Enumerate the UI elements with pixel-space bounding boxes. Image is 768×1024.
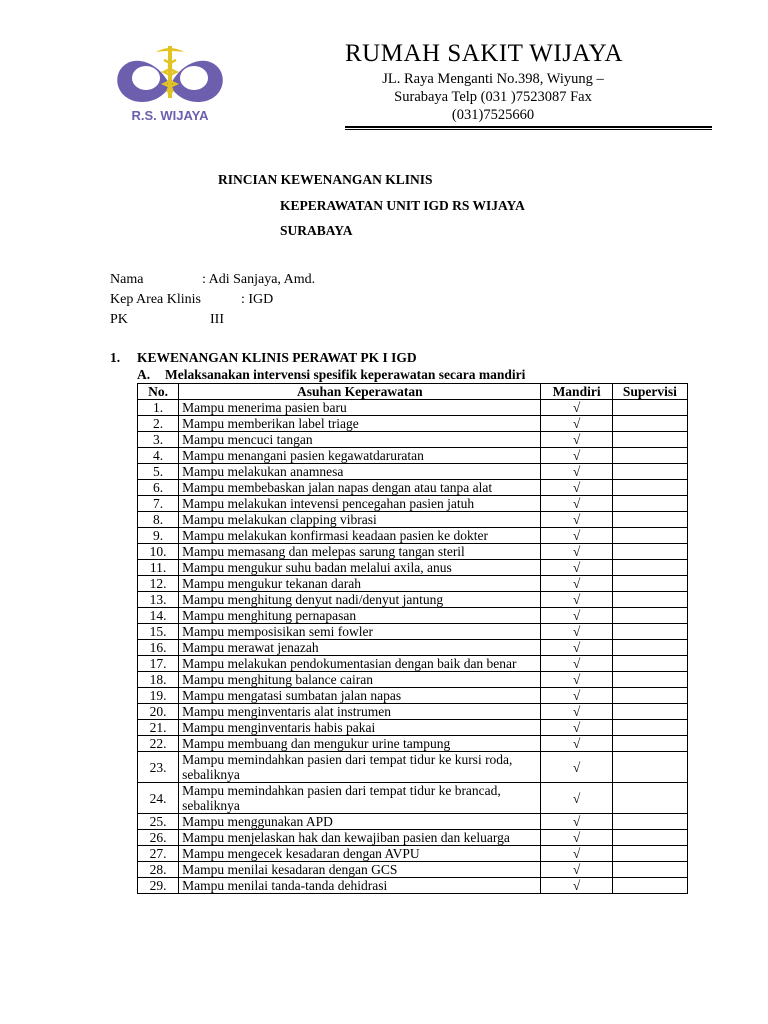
row-mandiri-check: √	[541, 672, 612, 688]
row-mandiri-check: √	[541, 576, 612, 592]
row-mandiri-check: √	[541, 830, 612, 846]
row-mandiri-check: √	[541, 416, 612, 432]
row-number: 26.	[138, 830, 179, 846]
row-mandiri-check: √	[541, 814, 612, 830]
table-row	[138, 608, 688, 624]
row-supervisi-cell	[612, 752, 687, 783]
row-mandiri-check: √	[541, 480, 612, 496]
row-number: 16.	[138, 640, 179, 656]
row-description: Mampu mencuci tangan	[179, 432, 541, 448]
row-supervisi-cell	[612, 783, 687, 814]
row-supervisi-cell	[612, 512, 687, 528]
header-supervisi: Supervisi	[612, 384, 687, 400]
table-row	[138, 672, 688, 688]
table-row	[138, 862, 688, 878]
row-number: 13.	[138, 592, 179, 608]
row-supervisi-cell	[612, 624, 687, 640]
subsection-title: Melaksanakan intervensi spesifik keperawatan secara mandiri	[165, 367, 526, 382]
row-mandiri-check: √	[541, 640, 612, 656]
row-mandiri-check: √	[541, 704, 612, 720]
row-description: Mampu menilai tanda-tanda dehidrasi	[179, 878, 541, 894]
row-number: 1.	[138, 400, 179, 416]
row-mandiri-check: √	[541, 752, 612, 783]
row-supervisi-cell	[612, 528, 687, 544]
row-description: Mampu memberikan label triage	[179, 416, 541, 432]
table-row	[138, 640, 688, 656]
row-number: 14.	[138, 608, 179, 624]
row-supervisi-cell	[612, 608, 687, 624]
row-number: 21.	[138, 720, 179, 736]
nama-value: : Adi Sanjaya, Amd.	[202, 272, 316, 287]
header-mandiri: Mandiri	[541, 384, 612, 400]
row-supervisi-cell	[612, 688, 687, 704]
row-description: Mampu melakukan konfirmasi keadaan pasien ke dokter	[179, 528, 541, 544]
row-supervisi-cell	[612, 656, 687, 672]
table-row	[138, 480, 688, 496]
row-supervisi-cell	[612, 432, 687, 448]
table-row	[138, 400, 688, 416]
info-pk	[110, 312, 224, 328]
row-mandiri-check: √	[541, 544, 612, 560]
row-number: 12.	[138, 576, 179, 592]
table-row	[138, 416, 688, 432]
row-number: 19.	[138, 688, 179, 704]
table-row	[138, 560, 688, 576]
row-number: 7.	[138, 496, 179, 512]
table-row	[138, 544, 688, 560]
row-number: 28.	[138, 862, 179, 878]
row-mandiri-check: √	[541, 656, 612, 672]
table-row	[138, 704, 688, 720]
row-mandiri-check: √	[541, 736, 612, 752]
row-mandiri-check: √	[541, 688, 612, 704]
row-description: Mampu menginventaris habis pakai	[179, 720, 541, 736]
subsection-heading	[137, 367, 525, 383]
row-mandiri-check: √	[541, 496, 612, 512]
row-supervisi-cell	[612, 640, 687, 656]
competency-table	[137, 383, 688, 894]
doc-title-line-1: RINCIAN KEWENANGAN KLINIS	[218, 172, 433, 187]
table-row	[138, 720, 688, 736]
row-number: 5.	[138, 464, 179, 480]
row-number: 27.	[138, 846, 179, 862]
hospital-address	[343, 70, 643, 124]
hospital-logo	[112, 42, 228, 126]
table-row	[138, 512, 688, 528]
row-number: 22.	[138, 736, 179, 752]
row-description: Mampu menginventaris alat instrumen	[179, 704, 541, 720]
row-description: Mampu menilai kesadaran dengan GCS	[179, 862, 541, 878]
table-row	[138, 464, 688, 480]
row-supervisi-cell	[612, 592, 687, 608]
table-row	[138, 624, 688, 640]
row-mandiri-check: √	[541, 560, 612, 576]
row-number: 25.	[138, 814, 179, 830]
row-supervisi-cell	[612, 720, 687, 736]
row-number: 6.	[138, 480, 179, 496]
row-description: Mampu merawat jenazah	[179, 640, 541, 656]
row-number: 4.	[138, 448, 179, 464]
section-heading	[110, 350, 417, 366]
row-number: 20.	[138, 704, 179, 720]
row-number: 3.	[138, 432, 179, 448]
hospital-name: RUMAH SAKIT WIJAYA	[345, 40, 624, 67]
table-row	[138, 752, 688, 783]
pk-value: III	[210, 312, 224, 327]
info-nama	[110, 272, 315, 288]
row-description: Mampu menerima pasien baru	[179, 400, 541, 416]
row-supervisi-cell	[612, 448, 687, 464]
address-line-2: Surabaya Telp (031 )7523087 Fax	[394, 89, 592, 105]
row-description: Mampu membuang dan mengukur urine tampung	[179, 736, 541, 752]
row-supervisi-cell	[612, 672, 687, 688]
nama-label: Nama	[110, 272, 144, 287]
address-line-1: JL. Raya Menganti No.398, Wiyung –	[382, 71, 604, 87]
row-number: 18.	[138, 672, 179, 688]
row-description: Mampu menjelaskan hak dan kewajiban pasien dan keluarga	[179, 830, 541, 846]
section-title: KEWENANGAN KLINIS PERAWAT PK I IGD	[137, 350, 417, 365]
table-row	[138, 496, 688, 512]
row-description: Mampu melakukan clapping vibrasi	[179, 512, 541, 528]
row-mandiri-check: √	[541, 512, 612, 528]
header-rule	[345, 126, 712, 128]
row-mandiri-check: √	[541, 448, 612, 464]
row-supervisi-cell	[612, 736, 687, 752]
row-description: Mampu menghitung balance cairan	[179, 672, 541, 688]
address-line-3: (031)7525660	[451, 107, 535, 123]
row-mandiri-check: √	[541, 464, 612, 480]
table-row	[138, 814, 688, 830]
table-row	[138, 592, 688, 608]
row-mandiri-check: √	[541, 846, 612, 862]
row-number: 15.	[138, 624, 179, 640]
row-supervisi-cell	[612, 846, 687, 862]
row-number: 11.	[138, 560, 179, 576]
subsection-number: A.	[137, 367, 151, 382]
section-number: 1.	[110, 350, 121, 365]
row-description: Mampu menggunakan APD	[179, 814, 541, 830]
row-supervisi-cell	[612, 862, 687, 878]
row-mandiri-check: √	[541, 624, 612, 640]
row-description: Mampu mengecek kesadaran dengan AVPU	[179, 846, 541, 862]
row-supervisi-cell	[612, 704, 687, 720]
row-description: Mampu memasang dan melepas sarung tangan steril	[179, 544, 541, 560]
table-header-row	[138, 384, 688, 400]
row-supervisi-cell	[612, 544, 687, 560]
row-supervisi-cell	[612, 416, 687, 432]
table-row	[138, 432, 688, 448]
row-number: 29.	[138, 878, 179, 894]
row-mandiri-check: √	[541, 720, 612, 736]
row-mandiri-check: √	[541, 528, 612, 544]
area-value: : IGD	[241, 292, 274, 307]
row-supervisi-cell	[612, 464, 687, 480]
row-description: Mampu melakukan anamnesa	[179, 464, 541, 480]
row-mandiri-check: √	[541, 592, 612, 608]
row-mandiri-check: √	[541, 400, 612, 416]
row-number: 9.	[138, 528, 179, 544]
row-description: Mampu mengatasi sumbatan jalan napas	[179, 688, 541, 704]
row-mandiri-check: √	[541, 432, 612, 448]
row-number: 17.	[138, 656, 179, 672]
doc-title-line-2: KEPERAWATAN UNIT IGD RS WIJAYA	[280, 198, 525, 213]
row-description: Mampu menangani pasien kegawatdaruratan	[179, 448, 541, 464]
row-number: 10.	[138, 544, 179, 560]
table-row	[138, 576, 688, 592]
doc-title-line-3: SURABAYA	[280, 223, 353, 238]
table-row	[138, 830, 688, 846]
row-supervisi-cell	[612, 400, 687, 416]
row-supervisi-cell	[612, 560, 687, 576]
info-area	[110, 292, 273, 308]
row-description: Mampu membebaskan jalan napas dengan atau tanpa alat	[179, 480, 541, 496]
row-description: Mampu menghitung pernapasan	[179, 608, 541, 624]
row-mandiri-check: √	[541, 783, 612, 814]
row-description: Mampu memposisikan semi fowler	[179, 624, 541, 640]
header-no: No.	[138, 384, 179, 400]
table-row	[138, 688, 688, 704]
row-number: 24.	[138, 783, 179, 814]
row-supervisi-cell	[612, 496, 687, 512]
row-description: Mampu menghitung denyut nadi/denyut jantung	[179, 592, 541, 608]
row-mandiri-check: √	[541, 862, 612, 878]
row-supervisi-cell	[612, 814, 687, 830]
table-row	[138, 846, 688, 862]
table-row	[138, 878, 688, 894]
row-supervisi-cell	[612, 576, 687, 592]
row-supervisi-cell	[612, 830, 687, 846]
pk-label: PK	[110, 312, 128, 327]
row-mandiri-check: √	[541, 878, 612, 894]
row-description: Mampu memindahkan pasien dari tempat tidur ke kursi roda, sebaliknya	[179, 752, 541, 783]
header-rule-thin	[345, 129, 712, 130]
row-description: Mampu mengukur tekanan darah	[179, 576, 541, 592]
table-row	[138, 528, 688, 544]
row-description: Mampu mengukur suhu badan melalui axila, anus	[179, 560, 541, 576]
table-row	[138, 736, 688, 752]
row-supervisi-cell	[612, 878, 687, 894]
row-description: Mampu memindahkan pasien dari tempat tidur ke brancad, sebaliknya	[179, 783, 541, 814]
row-description: Mampu melakukan intevensi pencegahan pasien jatuh	[179, 496, 541, 512]
table-row	[138, 656, 688, 672]
row-description: Mampu melakukan pendokumentasian dengan baik dan benar	[179, 656, 541, 672]
header-asuhan: Asuhan Keperawatan	[179, 384, 541, 400]
area-label: Kep Area Klinis	[110, 292, 201, 307]
row-number: 8.	[138, 512, 179, 528]
table-row	[138, 448, 688, 464]
row-number: 23.	[138, 752, 179, 783]
row-number: 2.	[138, 416, 179, 432]
row-supervisi-cell	[612, 480, 687, 496]
row-mandiri-check: √	[541, 608, 612, 624]
table-row	[138, 783, 688, 814]
logo-text: R.S. WIJAYA	[131, 108, 209, 123]
